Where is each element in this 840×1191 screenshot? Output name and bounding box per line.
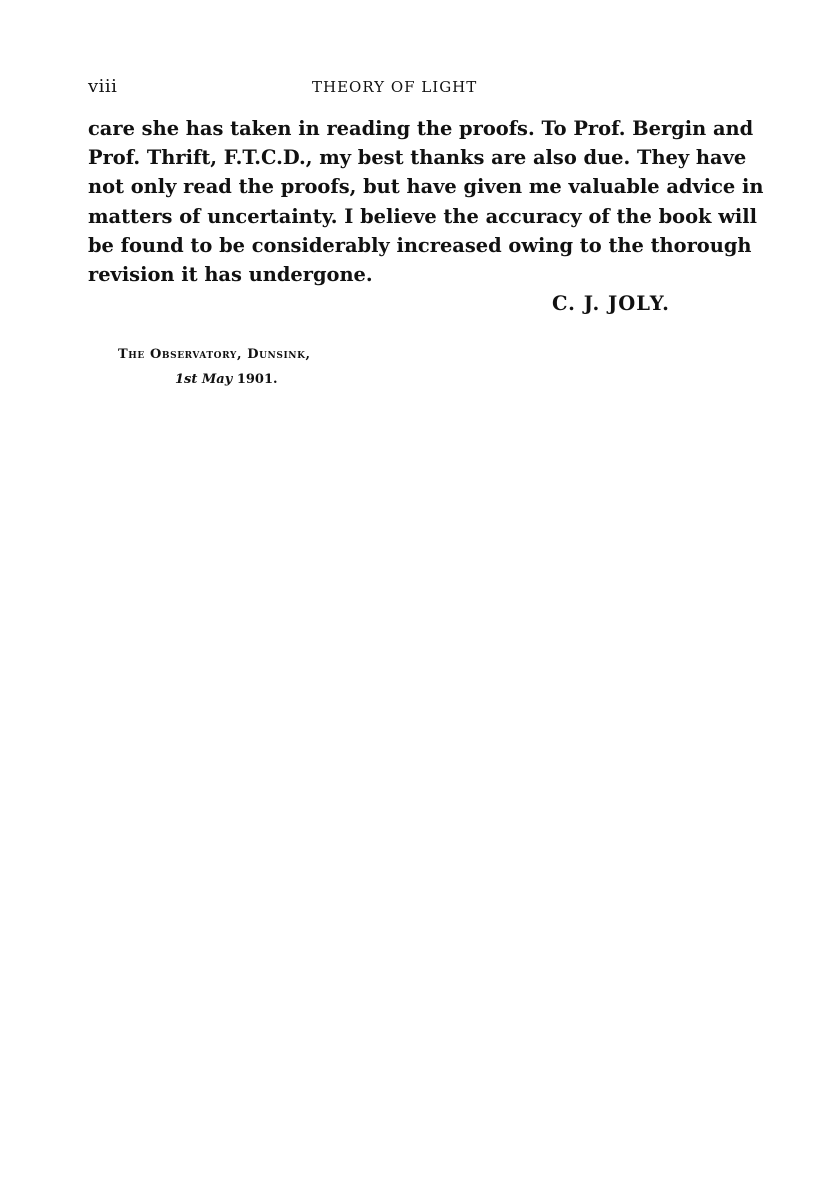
date-day: 1st <box>175 372 198 387</box>
paragraph-line: matters of uncertainty. I believe the accuracy of the book will <box>88 204 758 228</box>
running-head <box>88 76 708 100</box>
date-year: 1901. <box>236 372 278 387</box>
paragraph-line: care she has taken in reading the proofs. To Prof. Bergin and <box>88 117 754 140</box>
author-signature: C. J. JOLY. <box>552 292 670 315</box>
place-and-date <box>118 342 311 392</box>
running-title: THEORY OF LIGHT <box>312 78 478 96</box>
paragraph-line: Prof. Thrift, F.T.C.D., my best thanks are also due. They have <box>88 146 747 170</box>
page-number: viii <box>88 76 118 97</box>
place-line: The Observatory, Dunsink, <box>118 347 311 362</box>
paragraph-line: revision it has undergone. <box>88 263 373 287</box>
date-line <box>118 367 311 392</box>
paragraph-line: be found to be considerably increased owing to the thorough <box>88 233 752 257</box>
date-month: May <box>201 372 233 387</box>
preface-paragraph <box>88 114 764 289</box>
paragraph-line: not only read the proofs, but have given me valuable advice in <box>88 175 764 199</box>
